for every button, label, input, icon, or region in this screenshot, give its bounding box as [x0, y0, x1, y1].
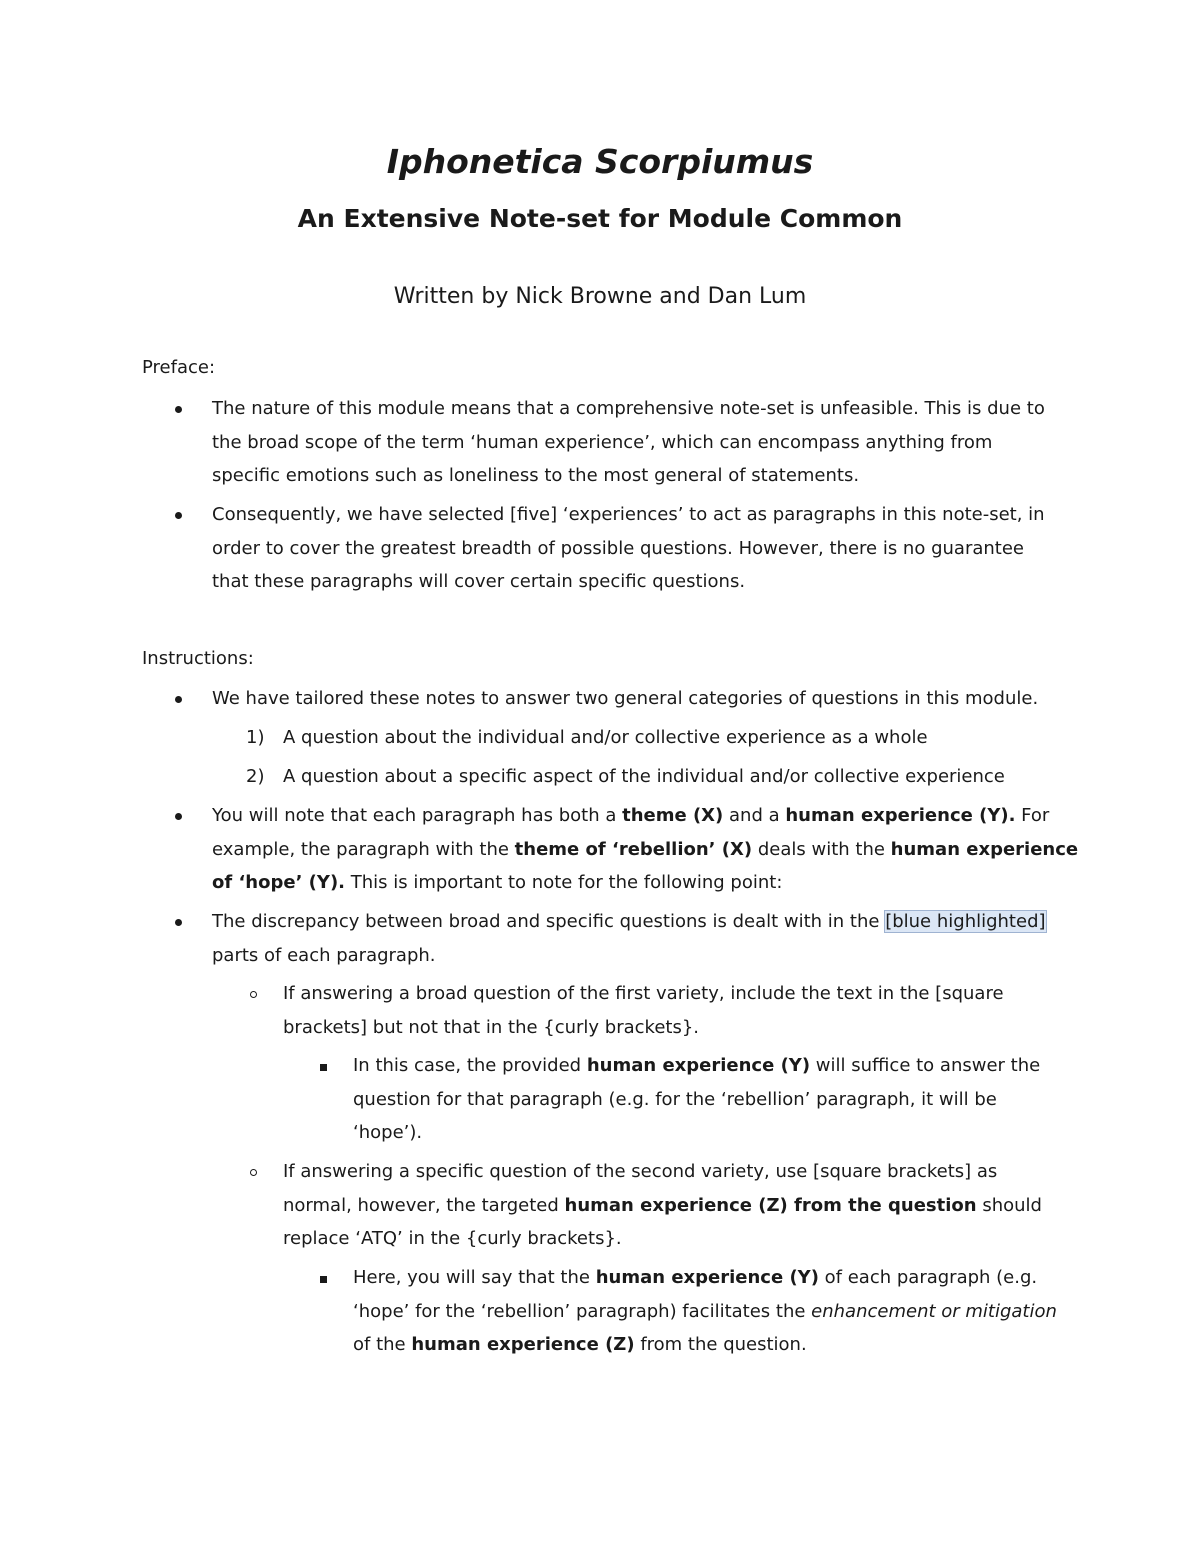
bullet-icon — [175, 919, 182, 926]
text-line: brackets] but not that in the {curly brackets}. — [283, 1016, 700, 1038]
circle-bullet-icon — [250, 991, 257, 998]
text-line: of the human experience (Z) from the question. — [353, 1334, 807, 1355]
text-line: parts of each paragraph. — [212, 944, 436, 966]
square-bullet-icon — [320, 1064, 327, 1071]
text-line: ‘hope’ for the ‘rebellion’ paragraph) facilitates the enhancement or mitigation — [353, 1300, 1057, 1322]
instructions-bullet-3 — [212, 905, 1046, 972]
text-line: the broad scope of the term ‘human experience’, which can encompass anything from — [212, 431, 993, 453]
text-line: of ‘hope’ (Y). This is important to note for the following point: — [212, 872, 783, 893]
text-line: The discrepancy between broad and specific questions is dealt with in the [blue highlighted] — [212, 911, 1046, 932]
preface-label: Preface: — [142, 357, 216, 378]
preface-bullet-1 — [212, 392, 1045, 493]
blue-highlight: [blue highlighted] — [885, 911, 1046, 932]
text-line: normal, however, the targeted human experience (Z) from the question should — [283, 1194, 1042, 1216]
bullet-icon — [175, 696, 182, 703]
text-line: Here, you will say that the human experience (Y) of each paragraph (e.g. — [353, 1267, 1038, 1288]
text-line: In this case, the provided human experience (Y) will suffice to answer the — [353, 1055, 1041, 1076]
sub-sub-bullet-specific — [353, 1261, 1057, 1362]
document-title: Iphonetica Scorpiumus — [386, 142, 814, 181]
square-bullet-icon — [320, 1276, 327, 1283]
numbered-item-2: A question about a specific aspect of the individual and/or collective experience — [283, 766, 1005, 787]
text-line: that these paragraphs will cover certain specific questions. — [212, 571, 746, 592]
text-line: The nature of this module means that a comprehensive note-set is unfeasible. This is due to — [212, 398, 1045, 419]
numbered-item-1: A question about the individual and/or collective experience as a whole — [283, 727, 928, 748]
text-line: question for that paragraph (e.g. for the ‘rebellion’ paragraph, it will be — [353, 1088, 997, 1110]
instructions-bullet-1 — [212, 682, 1038, 716]
text-line: ‘hope’). — [353, 1122, 423, 1143]
sub-sub-bullet-broad — [353, 1049, 1040, 1150]
preface-bullet-2 — [212, 498, 1045, 599]
sub-bullet-specific — [283, 1155, 1042, 1256]
sub-bullet-broad — [283, 977, 1004, 1044]
text-line: Consequently, we have selected [five] ‘experiences’ to act as paragraphs in this note-set, in — [212, 504, 1045, 525]
text-line: replace ‘ATQ’ in the {curly brackets}. — [283, 1228, 622, 1249]
bullet-icon — [175, 406, 182, 413]
circle-bullet-icon — [250, 1169, 257, 1176]
authors-line: Written by Nick Browne and Dan Lum — [393, 284, 807, 309]
text-line: We have tailored these notes to answer two general categories of questions in this module. — [212, 688, 1039, 709]
text-line: order to cover the greatest breadth of possible questions. However, there is no guarantee — [212, 537, 1024, 559]
instructions-label: Instructions: — [142, 648, 254, 669]
text-line: example, the paragraph with the theme of ‘rebellion’ (X) deals with the human experience — [212, 838, 1079, 860]
list-number: 2) — [246, 766, 265, 787]
text-line: If answering a broad question of the first variety, include the text in the [square — [283, 983, 1004, 1004]
text-line: If answering a specific question of the second variety, use [square brackets] as — [283, 1161, 998, 1182]
document-subtitle: An Extensive Note-set for Module Common — [297, 204, 903, 233]
bullet-icon — [175, 512, 182, 519]
text-line: You will note that each paragraph has both a theme (X) and a human experience (Y). For — [212, 805, 1050, 826]
text-line: specific emotions such as loneliness to the most general of statements. — [212, 465, 860, 486]
instructions-bullet-2 — [212, 799, 1078, 900]
bullet-icon — [175, 813, 182, 820]
list-number: 1) — [246, 727, 265, 748]
